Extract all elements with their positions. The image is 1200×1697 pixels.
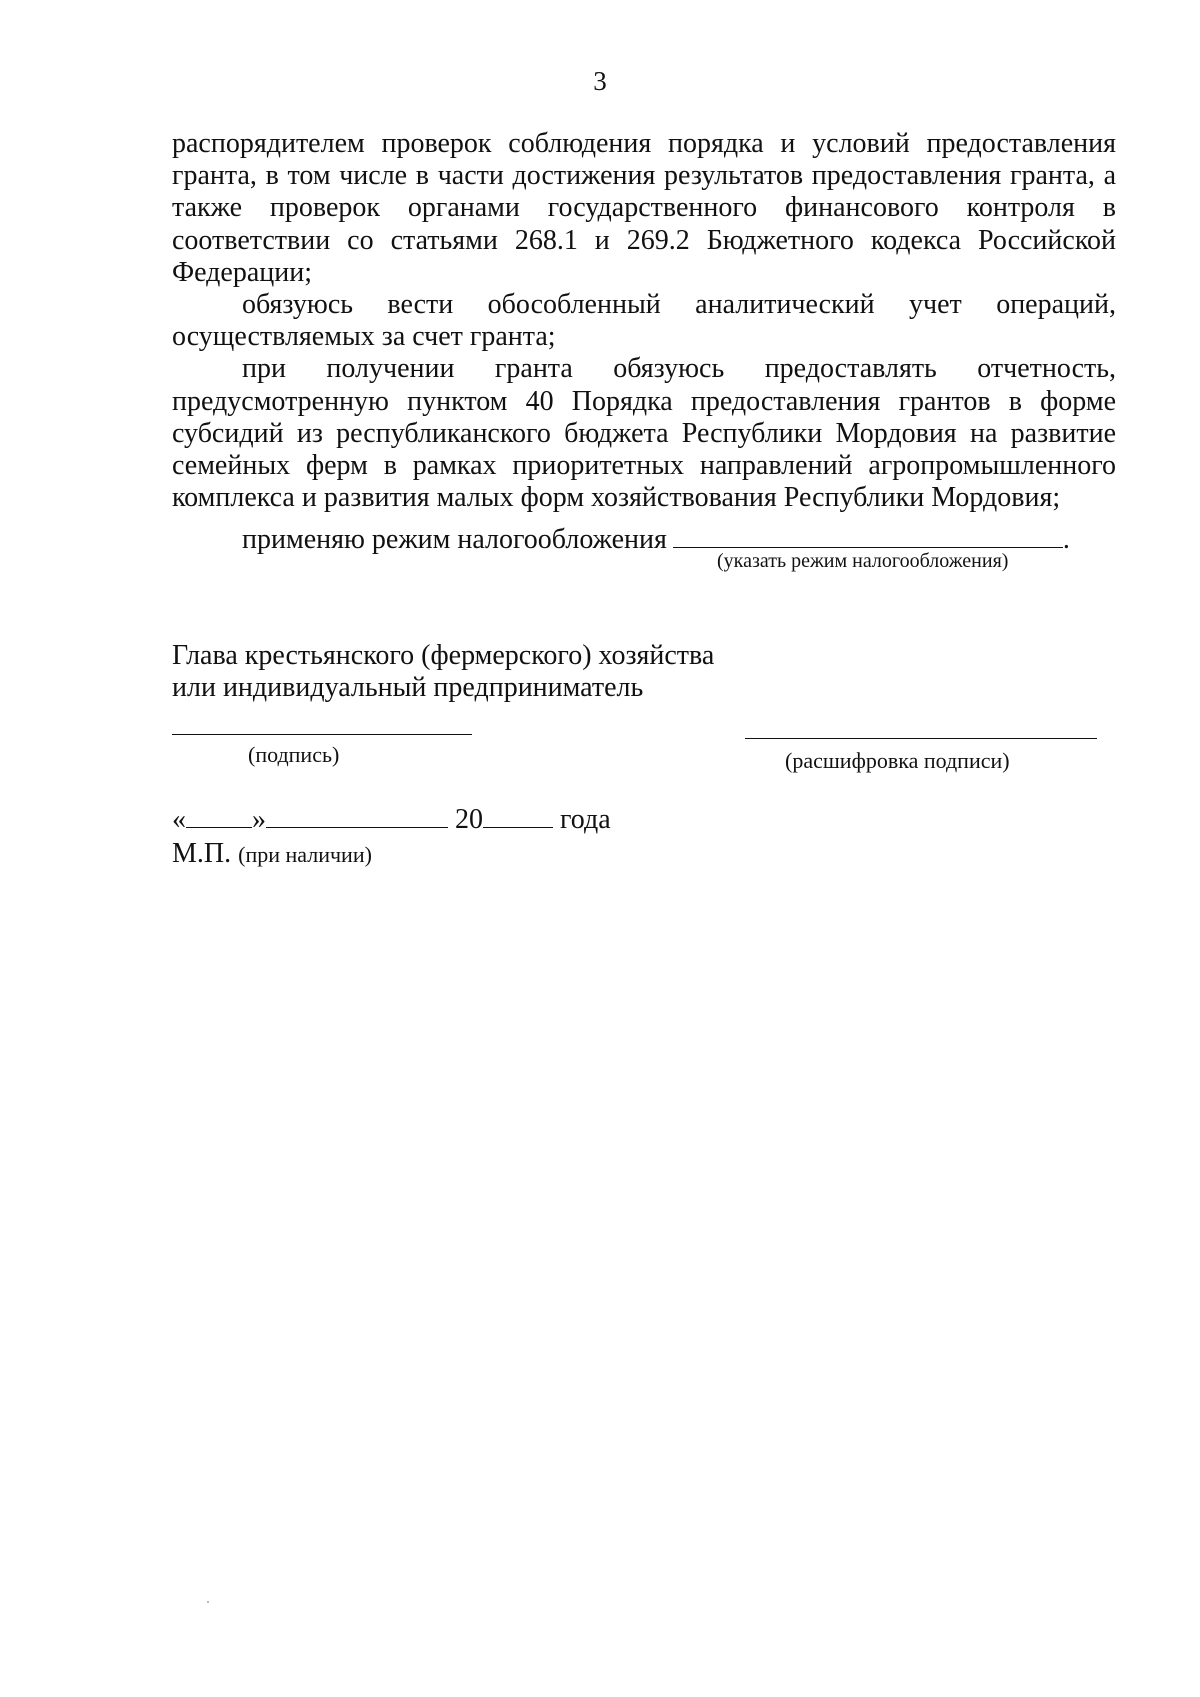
signatory-title-line1: Глава крестьянского (фермерского) хозяйства bbox=[172, 640, 715, 671]
page-number: 3 bbox=[593, 66, 607, 96]
tax-regime-blank[interactable] bbox=[673, 519, 1063, 548]
signature-decoding-blank[interactable] bbox=[745, 738, 1097, 739]
signatory-title bbox=[172, 640, 714, 704]
signature-caption: (подпись) bbox=[248, 742, 340, 767]
body-text bbox=[172, 128, 1116, 514]
date-day-blank[interactable] bbox=[186, 803, 252, 828]
stamp-line bbox=[172, 838, 372, 870]
paragraph-accounting: обязуюсь вести обособленный аналитический учет операций, осуществляемых за счет гранта; bbox=[172, 289, 1116, 353]
tax-regime-label: применяю режим налогообложения bbox=[242, 524, 667, 555]
date-line bbox=[172, 803, 611, 836]
stamp-label: М.П. bbox=[172, 838, 232, 869]
paragraph-reporting: при получении гранта обязуюсь предоставлять отчетность, предусмотренную пунктом 40 Порядка предоставления грантов в форме субсидий из республиканского бюджета Республики Мордовия на развитие семейных ферм в рамках приоритетных направлений агропромышленного комплекса и развития малых форм хозяйствования Республики Мордовия; bbox=[172, 353, 1116, 514]
date-month-blank[interactable] bbox=[266, 803, 448, 828]
date-close-quote: » bbox=[252, 804, 266, 835]
date-year-word: года bbox=[560, 804, 611, 835]
signature-blank[interactable] bbox=[172, 734, 472, 735]
date-year-blank[interactable] bbox=[483, 803, 553, 828]
tax-regime-caption: (указать режим налогообложения) bbox=[717, 550, 1009, 572]
date-open-quote: « bbox=[172, 804, 186, 835]
signatory-title-line2: или индивидуальный предприниматель bbox=[172, 672, 644, 703]
scan-speck bbox=[207, 1601, 209, 1603]
tax-regime-end: . bbox=[1062, 524, 1070, 555]
signature-decoding-caption: (расшифровка подписи) bbox=[785, 748, 1010, 773]
stamp-note: (при наличии) bbox=[238, 842, 372, 867]
paragraph-inspections: распорядителем проверок соблюдения порядка и условий предоставления гранта, в том числе в части достижения результатов предоставления гранта, а также проверок органами государственного финансового контроля в соответствии со статьями 268.1 и 269.2 Бюджетного кодекса Российской Федерации; bbox=[172, 128, 1116, 288]
date-century: 20 bbox=[455, 804, 483, 835]
